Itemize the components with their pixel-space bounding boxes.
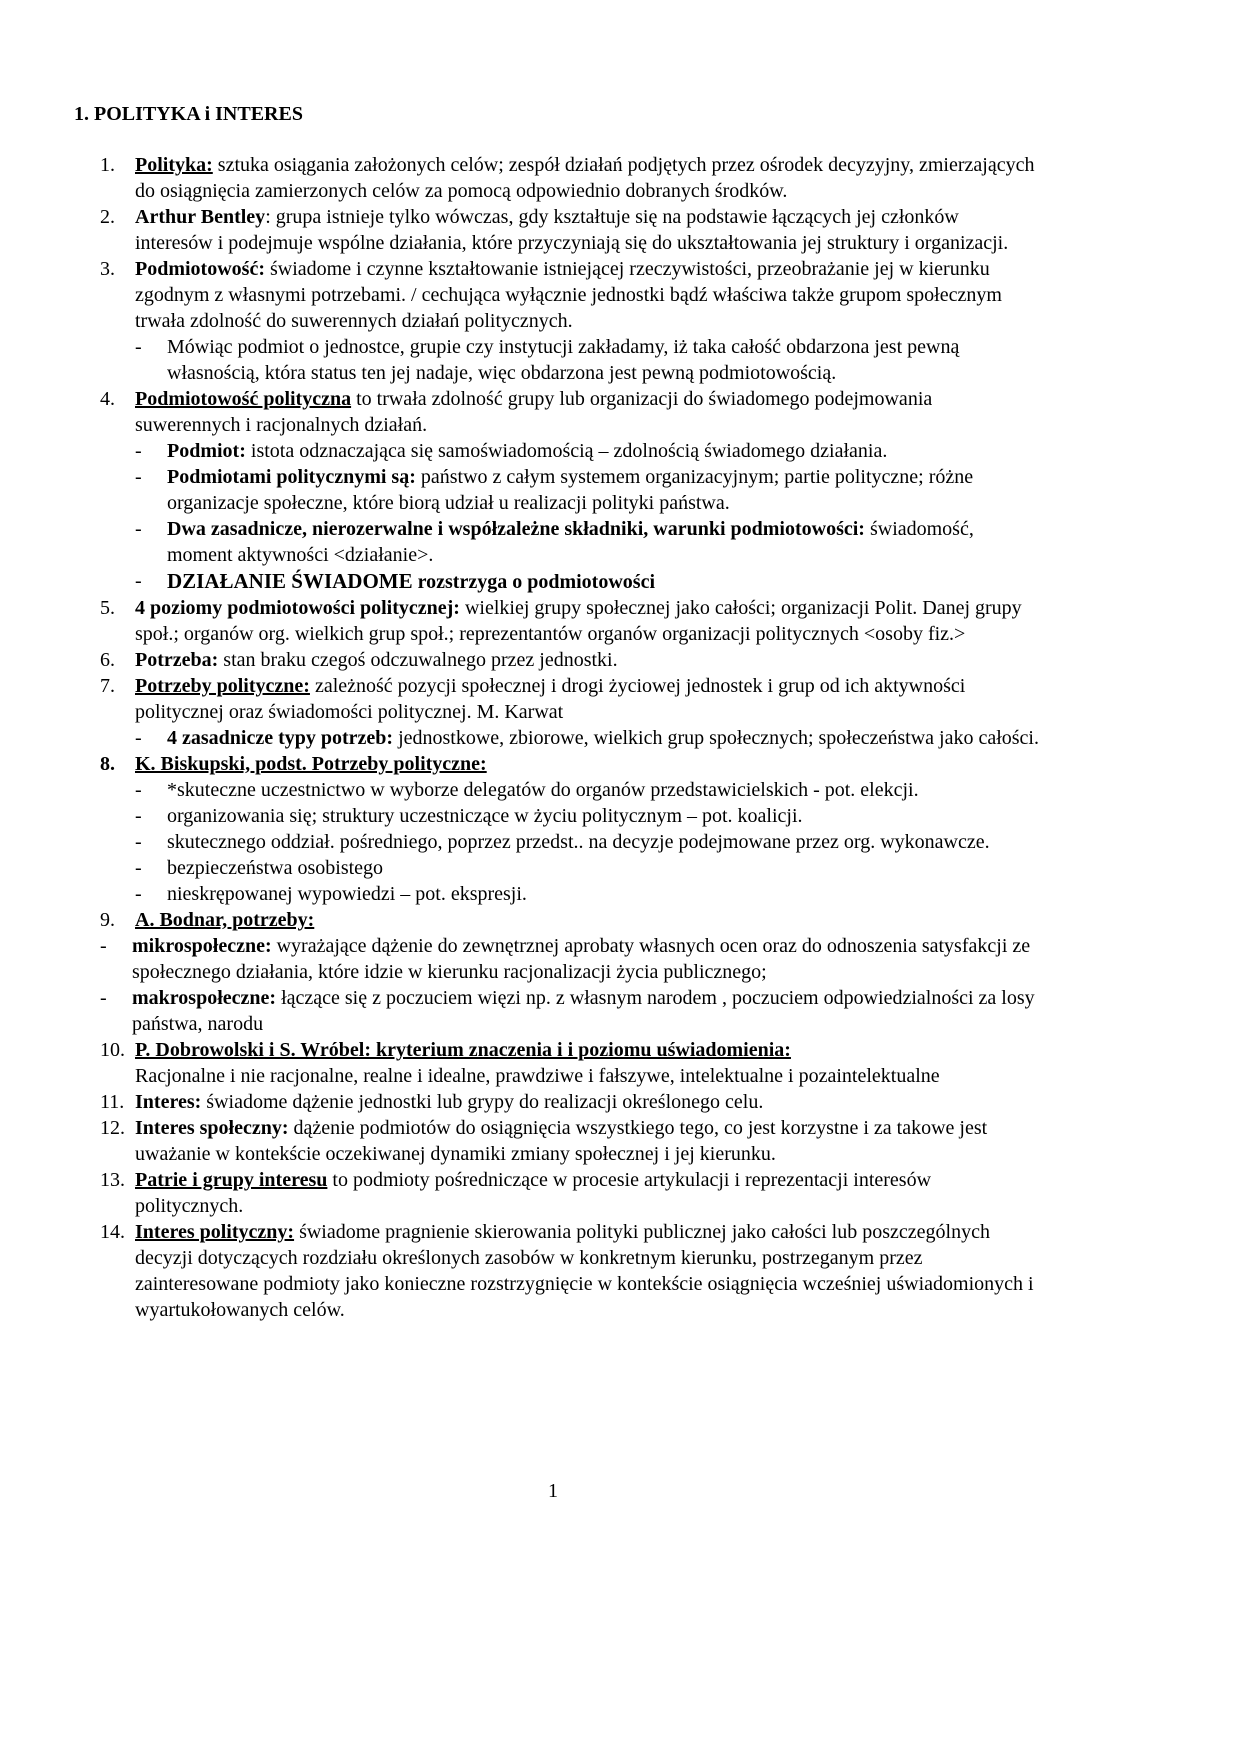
- item-term: Interes społeczny:: [135, 1117, 289, 1139]
- item-number: 7.: [100, 675, 115, 697]
- dash-bullet-icon: -: [135, 518, 142, 540]
- item-definition: świadome i czynne kształtowanie istniejącej rzeczywistości, przeobrażanie jej w kierunku zgodnym z własnymi potrzebami. / cechująca wyłącznie jednostki bądź właściwa także grupom społecznym trwała zdolność do suwerennych działań politycznych.: [135, 258, 1002, 332]
- list-item: [100, 647, 1040, 673]
- list-item: [100, 595, 1040, 647]
- item-term: A. Bodnar, potrzeby:: [135, 909, 315, 931]
- item-definition: świadome dążenie jednostki lub grypy do realizacji określonego celu.: [201, 1091, 764, 1113]
- item-definition: : grupa istnieje tylko wówczas, gdy kształtuje się na podstawie łączących jej członków interesów i podejmuje wspólne działania, które przyczyniają się do ukształtowania jej struktury i organizacji.: [135, 206, 1009, 254]
- list-item: [100, 1115, 1040, 1167]
- item-term: Potrzeba:: [135, 649, 219, 671]
- list-item: [100, 1037, 1040, 1089]
- sub-text: nieskrępowanej wypowiedzi – pot. ekspresji.: [167, 883, 527, 905]
- list-item: [100, 1219, 1040, 1323]
- sub-text: jednostkowe, zbiorowe, wielkich grup społecznych; społeczeństwa jako całości.: [393, 727, 1039, 749]
- item-term: P. Dobrowolski i S. Wróbel: kryterium znaczenia i i poziomu uświadomienia:: [135, 1039, 791, 1061]
- item-number: 14.: [100, 1221, 125, 1243]
- sub-text: świadomość, moment aktywności <działanie>.: [167, 518, 974, 566]
- sub-bullet: [100, 881, 1040, 907]
- item-term: 4 poziomy podmiotowości politycznej:: [135, 597, 460, 619]
- list-item: [100, 152, 1040, 204]
- sub-term: Podmiotami politycznymi są:: [167, 466, 416, 488]
- sub-bullet: [100, 725, 1040, 751]
- list-item: [100, 256, 1040, 334]
- numbered-list: [100, 152, 1040, 1323]
- sub-text: istota odznaczająca się samoświadomością – zdolnością świadomego działania.: [245, 440, 888, 462]
- sub-bullet: [100, 516, 1040, 568]
- item-definition: to trwała zdolność grupy lub organizacji do świadomego podejmowania suwerennych i racjonalnych działań.: [135, 388, 933, 436]
- item-definition: zależność pozycji społecznej i drogi życiowej jednostek i grup od ich aktywności politycznej oraz świadomości politycznej. M. Karwat: [135, 675, 966, 723]
- dash-bullet-icon: -: [135, 831, 142, 853]
- dash-bullet-icon: -: [100, 935, 107, 957]
- dash-bullet-icon: -: [135, 857, 142, 879]
- dash-bullet-icon: -: [135, 727, 142, 749]
- dash-bullet-icon: -: [135, 883, 142, 905]
- dash-bullet-icon: -: [135, 440, 142, 462]
- list-item: [100, 673, 1040, 725]
- item-number: 13.: [100, 1169, 125, 1191]
- item-definition: dążenie podmiotów do osiągnięcia wszystkiego tego, co jest korzystne i za takowe jest uważanie w kontekście oczekiwanej dynamiki zmiany społecznej i jej kierunku.: [135, 1117, 988, 1165]
- item-term: Interes:: [135, 1091, 202, 1113]
- sub-term: 4 zasadnicze typy potrzeb:: [167, 727, 394, 749]
- item-number: 1.: [100, 154, 115, 176]
- item-term: Polityka:: [135, 154, 213, 176]
- sub-bullet: [100, 568, 1040, 595]
- sub-term: Dwa zasadnicze, nierozerwalne i współzależne składniki, warunki podmiotowości:: [167, 518, 865, 540]
- item-term: Podmiotowość:: [135, 258, 265, 280]
- dash-bullet-icon: -: [135, 570, 142, 592]
- item-definition: stan braku czegoś odczuwalnego przez jednostki.: [218, 649, 618, 671]
- dash-bullet-icon: -: [135, 779, 142, 801]
- sub-bullet: [100, 438, 1040, 464]
- sub-text: wyrażające dążenie do zewnętrznej aprobaty własnych ocen oraz do odnoszenia satysfakcji ze społecznego działania, które idzie w kierunku racjonalizacji życia publicznego;: [132, 935, 1031, 983]
- item-number: 10.: [100, 1039, 125, 1061]
- item-number: 2.: [100, 206, 115, 228]
- item-definition: wielkiej grupy społecznej jako całości; organizacji Polit. Danej grupy społ.; organów org. wielkich grup społ.; reprezentantów organów organizacji politycznych <osoby fiz.>: [135, 597, 1022, 645]
- list-item: [100, 204, 1040, 256]
- item-number: 8.: [100, 753, 115, 775]
- sub-text: bezpieczeństwa osobistego: [167, 857, 384, 879]
- sub-bullet: [100, 855, 1040, 881]
- item-number: 12.: [100, 1117, 125, 1139]
- page-number: 1: [548, 1480, 558, 1502]
- sub-text: państwo z całym systemem organizacyjnym; partie polityczne; różne organizacje społeczne, które biorą udział u realizacji polityki państwa.: [167, 466, 974, 514]
- section-heading: 1. POLITYKA i INTERES: [74, 103, 303, 125]
- item-term: Patrie i grupy interesu: [135, 1169, 328, 1191]
- item-number: 9.: [100, 909, 115, 931]
- sub-bullet: [100, 464, 1040, 516]
- item-term: Interes polityczny:: [135, 1221, 295, 1243]
- item-term: Arthur Bentley: [135, 206, 266, 228]
- item-definition: to podmioty pośredniczące w procesie artykulacji i reprezentacji interesów politycznych.: [135, 1169, 932, 1217]
- list-item: [100, 386, 1040, 438]
- item-number: 5.: [100, 597, 115, 619]
- item-definition: świadome pragnienie skierowania polityki publicznej jako całości lub poszczególnych decyzji dotyczących rozdziału określonych zasobów w konkretnym kierunku, postrzeganym przez zainteresowane podmioty jako konieczne rozstrzygnięcie w kontekście osiągnięcia wcześniej uświadomionych i wyartukołowanych celów.: [135, 1221, 1034, 1321]
- sub-text: *skuteczne uczestnictwo w wyborze delegatów do organów przedstawicielskich - pot. elekcji.: [167, 779, 919, 801]
- item-term: Potrzeby polityczne:: [135, 675, 310, 697]
- item-number: 6.: [100, 649, 115, 671]
- item-number: 3.: [100, 258, 115, 280]
- sub-term: mikrospołeczne:: [132, 935, 272, 957]
- item-extra-text: Racjonalne i nie racjonalne, realne i idealne, prawdziwe i fałszywe, intelektualne i pozaintelektualne: [135, 1065, 940, 1087]
- sub-bullet: [100, 933, 1040, 985]
- dash-bullet-icon: -: [135, 336, 142, 358]
- sub-term-emphasis: DZIAŁANIE ŚWIADOME: [167, 569, 413, 593]
- sub-text: łączące się z poczuciem więzi np. z własnym narodem , poczuciem odpowiedzialności za losy państwa, narodu: [132, 987, 1035, 1035]
- dash-bullet-icon: -: [135, 805, 142, 827]
- sub-bullet: [100, 985, 1040, 1037]
- list-item: [100, 1089, 1040, 1115]
- sub-text: organizowania się; struktury uczestniczące w życiu politycznym – pot. koalicji.: [167, 805, 803, 827]
- sub-text: Mówiąc podmiot o jednostce, grupie czy instytucji zakładamy, iż taka całość obdarzona jest pewną własnością, która status ten jej nadaje, więc obdarzona jest pewną podmiotowością.: [167, 336, 960, 384]
- sub-bullet: [100, 777, 1040, 803]
- item-term: K. Biskupski, podst. Potrzeby polityczne:: [135, 753, 487, 775]
- sub-bullet: [100, 829, 1040, 855]
- item-number: 4.: [100, 388, 115, 410]
- item-definition: sztuka osiągania założonych celów; zespół działań podjętych przez ośrodek decyzyjny, zmierzających do osiągnięcia zamierzonych celów za pomocą odpowiednio dobranych środków.: [135, 154, 1035, 202]
- item-number: 11.: [100, 1091, 125, 1113]
- sub-bullet: [100, 334, 1040, 386]
- sub-term: rozstrzyga o podmiotowości: [412, 571, 655, 593]
- dash-bullet-icon: -: [135, 466, 142, 488]
- list-item: [100, 1167, 1040, 1219]
- sub-term: Podmiot:: [167, 440, 246, 462]
- sub-term: makrospołeczne:: [132, 987, 277, 1009]
- sub-text: skutecznego oddział. pośredniego, poprzez przedst.. na decyzje podejmowane przez org. wykonawcze.: [167, 831, 990, 853]
- list-item: [100, 751, 1040, 777]
- item-term: Podmiotowość polityczna: [135, 388, 352, 410]
- list-item: [100, 907, 1040, 933]
- sub-bullet: [100, 803, 1040, 829]
- dash-bullet-icon: -: [100, 987, 107, 1009]
